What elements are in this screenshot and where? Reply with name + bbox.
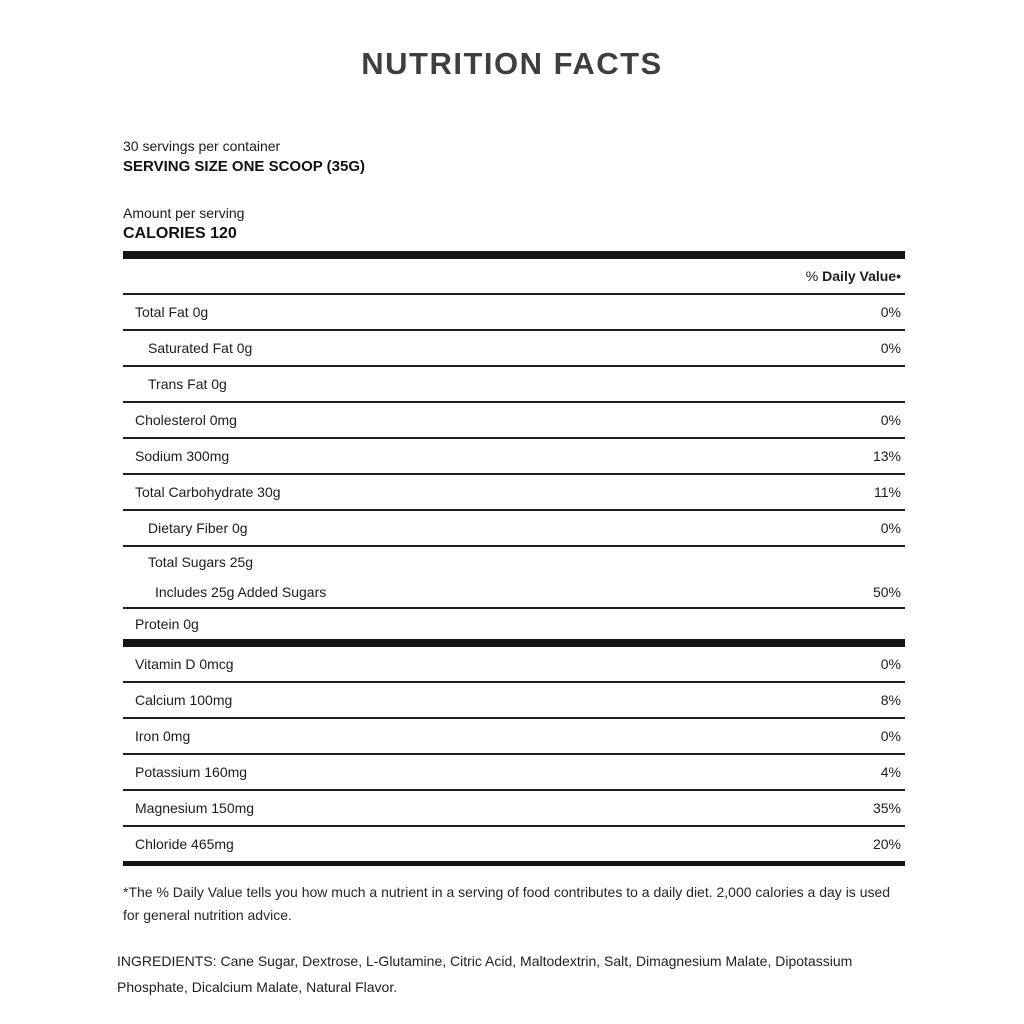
nutrient-label: Vitamin D 0mcg xyxy=(135,656,234,672)
ingredients-list: INGREDIENTS: Cane Sugar, Dextrose, L-Glutamine, Citric Acid, Maltodextrin, Salt, Dimagnesium Malate, Dipotassium Phosphate, Dicalcium Malate, Natural Flavor. xyxy=(117,953,853,995)
nutrient-label: Iron 0mg xyxy=(135,728,191,744)
nutrient-percent: 0% xyxy=(880,520,901,536)
nutrient-table xyxy=(123,295,905,639)
nutrient-percent: 0% xyxy=(880,340,901,356)
calories-line xyxy=(123,223,905,245)
nutrient-percent: 13% xyxy=(872,448,901,464)
nutrient-label: Dietary Fiber 0g xyxy=(148,520,248,536)
nutrient-percent: 0% xyxy=(880,304,901,320)
nutrient-label: Saturated Fat 0g xyxy=(148,340,253,356)
nutrient-percent: 0% xyxy=(880,728,901,744)
nutrient-row xyxy=(123,827,905,861)
nutrient-label: Sodium 300mg xyxy=(135,448,230,464)
nutrient-percent: 35% xyxy=(872,800,901,816)
nutrient-label: Includes 25g Added Sugars xyxy=(155,584,327,600)
mineral-table xyxy=(123,647,905,861)
nutrition-label xyxy=(117,136,905,1000)
daily-value-header xyxy=(123,259,905,295)
nutrient-label: Cholesterol 0mg xyxy=(135,412,237,428)
nutrient-row xyxy=(123,511,905,547)
daily-value-prefix: % xyxy=(805,268,819,284)
nutrient-row xyxy=(123,683,905,719)
servings-per-container: 30 servings per container xyxy=(123,138,281,154)
divider-bar-bottom xyxy=(123,861,905,866)
nutrient-row xyxy=(123,647,905,683)
nutrient-row xyxy=(123,367,905,403)
nutrient-percent: 0% xyxy=(880,412,901,428)
nutrient-label: Trans Fat 0g xyxy=(148,376,227,392)
nutrient-label: Protein 0g xyxy=(135,616,199,632)
nutrient-percent: 8% xyxy=(880,692,901,708)
nutrient-label: Total Carbohydrate 30g xyxy=(135,484,281,500)
nutrient-percent: 50% xyxy=(872,584,901,600)
calories-block xyxy=(123,204,905,245)
amount-per-serving-label: Amount per serving xyxy=(123,205,245,221)
calories-label: CALORIES xyxy=(123,225,206,242)
nutrient-row xyxy=(123,439,905,475)
nutrient-percent: 0% xyxy=(880,656,901,672)
nutrient-label: Potassium 160mg xyxy=(135,764,248,780)
nutrient-row xyxy=(123,577,905,609)
nutrient-label: Calcium 100mg xyxy=(135,692,233,708)
nutrient-row xyxy=(123,331,905,367)
nutrient-label: Magnesium 150mg xyxy=(135,800,255,816)
daily-value-label: Daily Value• xyxy=(822,268,901,284)
nutrient-row xyxy=(123,403,905,439)
nutrient-label: Total Fat 0g xyxy=(135,304,209,320)
nutrient-row xyxy=(123,791,905,827)
nutrient-row xyxy=(123,547,905,577)
nutrient-row xyxy=(123,719,905,755)
nutrient-percent: 4% xyxy=(880,764,901,780)
nutrient-row xyxy=(123,295,905,331)
page-title: NUTRITION FACTS xyxy=(361,46,663,81)
daily-value-footnote: *The % Daily Value tells you how much a nutrient in a serving of food contributes to a daily diet. 2,000 calories a day is used for general nutrition advice. xyxy=(123,884,891,923)
divider-bar-top xyxy=(123,251,905,259)
nutrient-row xyxy=(123,609,905,639)
nutrient-label: Chloride 465mg xyxy=(135,836,234,852)
divider-bar-middle xyxy=(123,639,905,647)
daily-value-marker: • xyxy=(896,268,901,284)
nutrient-row xyxy=(123,755,905,791)
serving-size: SERVING SIZE ONE SCOOP (35G) xyxy=(123,158,366,175)
nutrient-row xyxy=(123,475,905,511)
nutrient-label: Total Sugars 25g xyxy=(148,554,254,570)
nutrient-percent: 11% xyxy=(874,484,901,500)
nutrient-percent: 20% xyxy=(872,836,901,852)
calories-value: 120 xyxy=(210,225,237,242)
